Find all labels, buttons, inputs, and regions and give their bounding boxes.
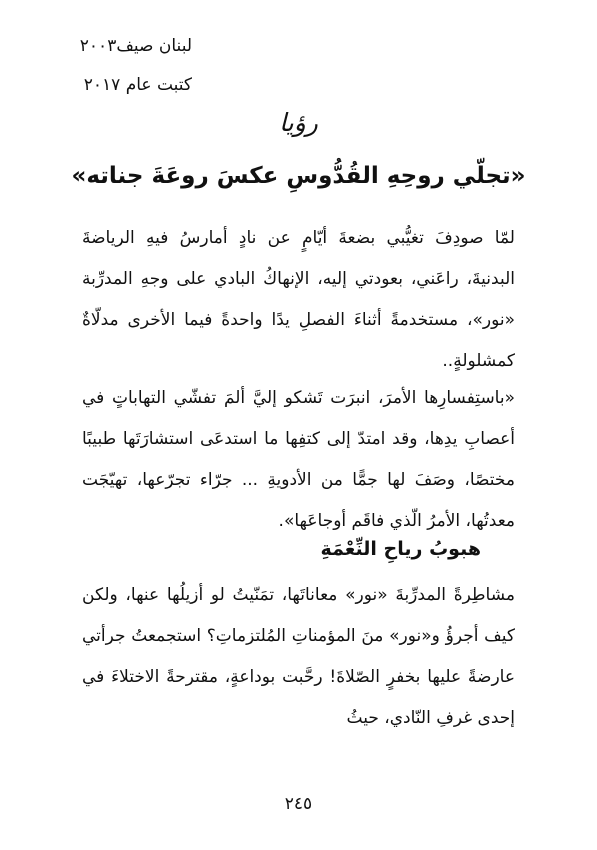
place-date-line: لبنان صيف٢٠٠٣ xyxy=(79,36,192,56)
body-paragraph-1-block xyxy=(82,218,515,382)
written-year-line: كتبت عام ٢٠١٧ xyxy=(83,75,192,95)
section-label: رؤيا xyxy=(279,108,318,137)
subheading: هبوبُ رياحِ النِّعْمَةِ xyxy=(320,538,481,560)
body-paragraph-3-block xyxy=(82,575,515,739)
chapter-title: «تجلّي روحِهِ القُدُّوسِ عكسَ روعَةَ جناته» xyxy=(71,163,526,189)
body-paragraph-2: «باستِفسارِها الأمرَ، انبرَت تَشكو إليَّ ألمَ تفشّي التهاباتٍ في أعصابِ يدِها، وقد امتدّ إلى كتفِها ما استدعَى استشارَتَها طبيبًا مختصًا، وصَفَ لها جمًّا من الأدويةِ ... جرّاء تجرّعها، تهيّجَت معدتُها، الأمرُ الّذي فاقَم أوجاعَها». xyxy=(82,388,515,531)
body-paragraph-2-block xyxy=(82,378,515,542)
body-paragraph-1: لمّا صودِفَ تغيُّبي بضعةَ أيّامٍ عن نادٍ أمارسُ فيهِ الرياضةَ البدنيةَ، راعَني، بعودتي إليه، الإنهاكُ البادي على وجهِ المدرِّبة «نور»، مستخدمةً أثناءَ الفصلِ يدًا واحدةً فيما الأخرى مدلّاةٌ كمشلولةٍ.. xyxy=(82,228,515,371)
page-number: ٢٤٥ xyxy=(284,794,313,814)
body-paragraph-3: مشاطِرةً المدرِّبةَ «نور» معاناتَها، تمَنّيتُ لو أزيلُها عنها، ولكن كيف أجرؤُ و«نور» منَ المؤمناتِ المُلتزماتِ؟ استجمعتُ جرأتي عارضةً عليها بخفرٍ الصّلاةَ! رحَّبت بوداعةٍ، مقترحةً الاختلاءَ في إحدى غرفِ النّادي، حيثُ xyxy=(82,585,515,728)
